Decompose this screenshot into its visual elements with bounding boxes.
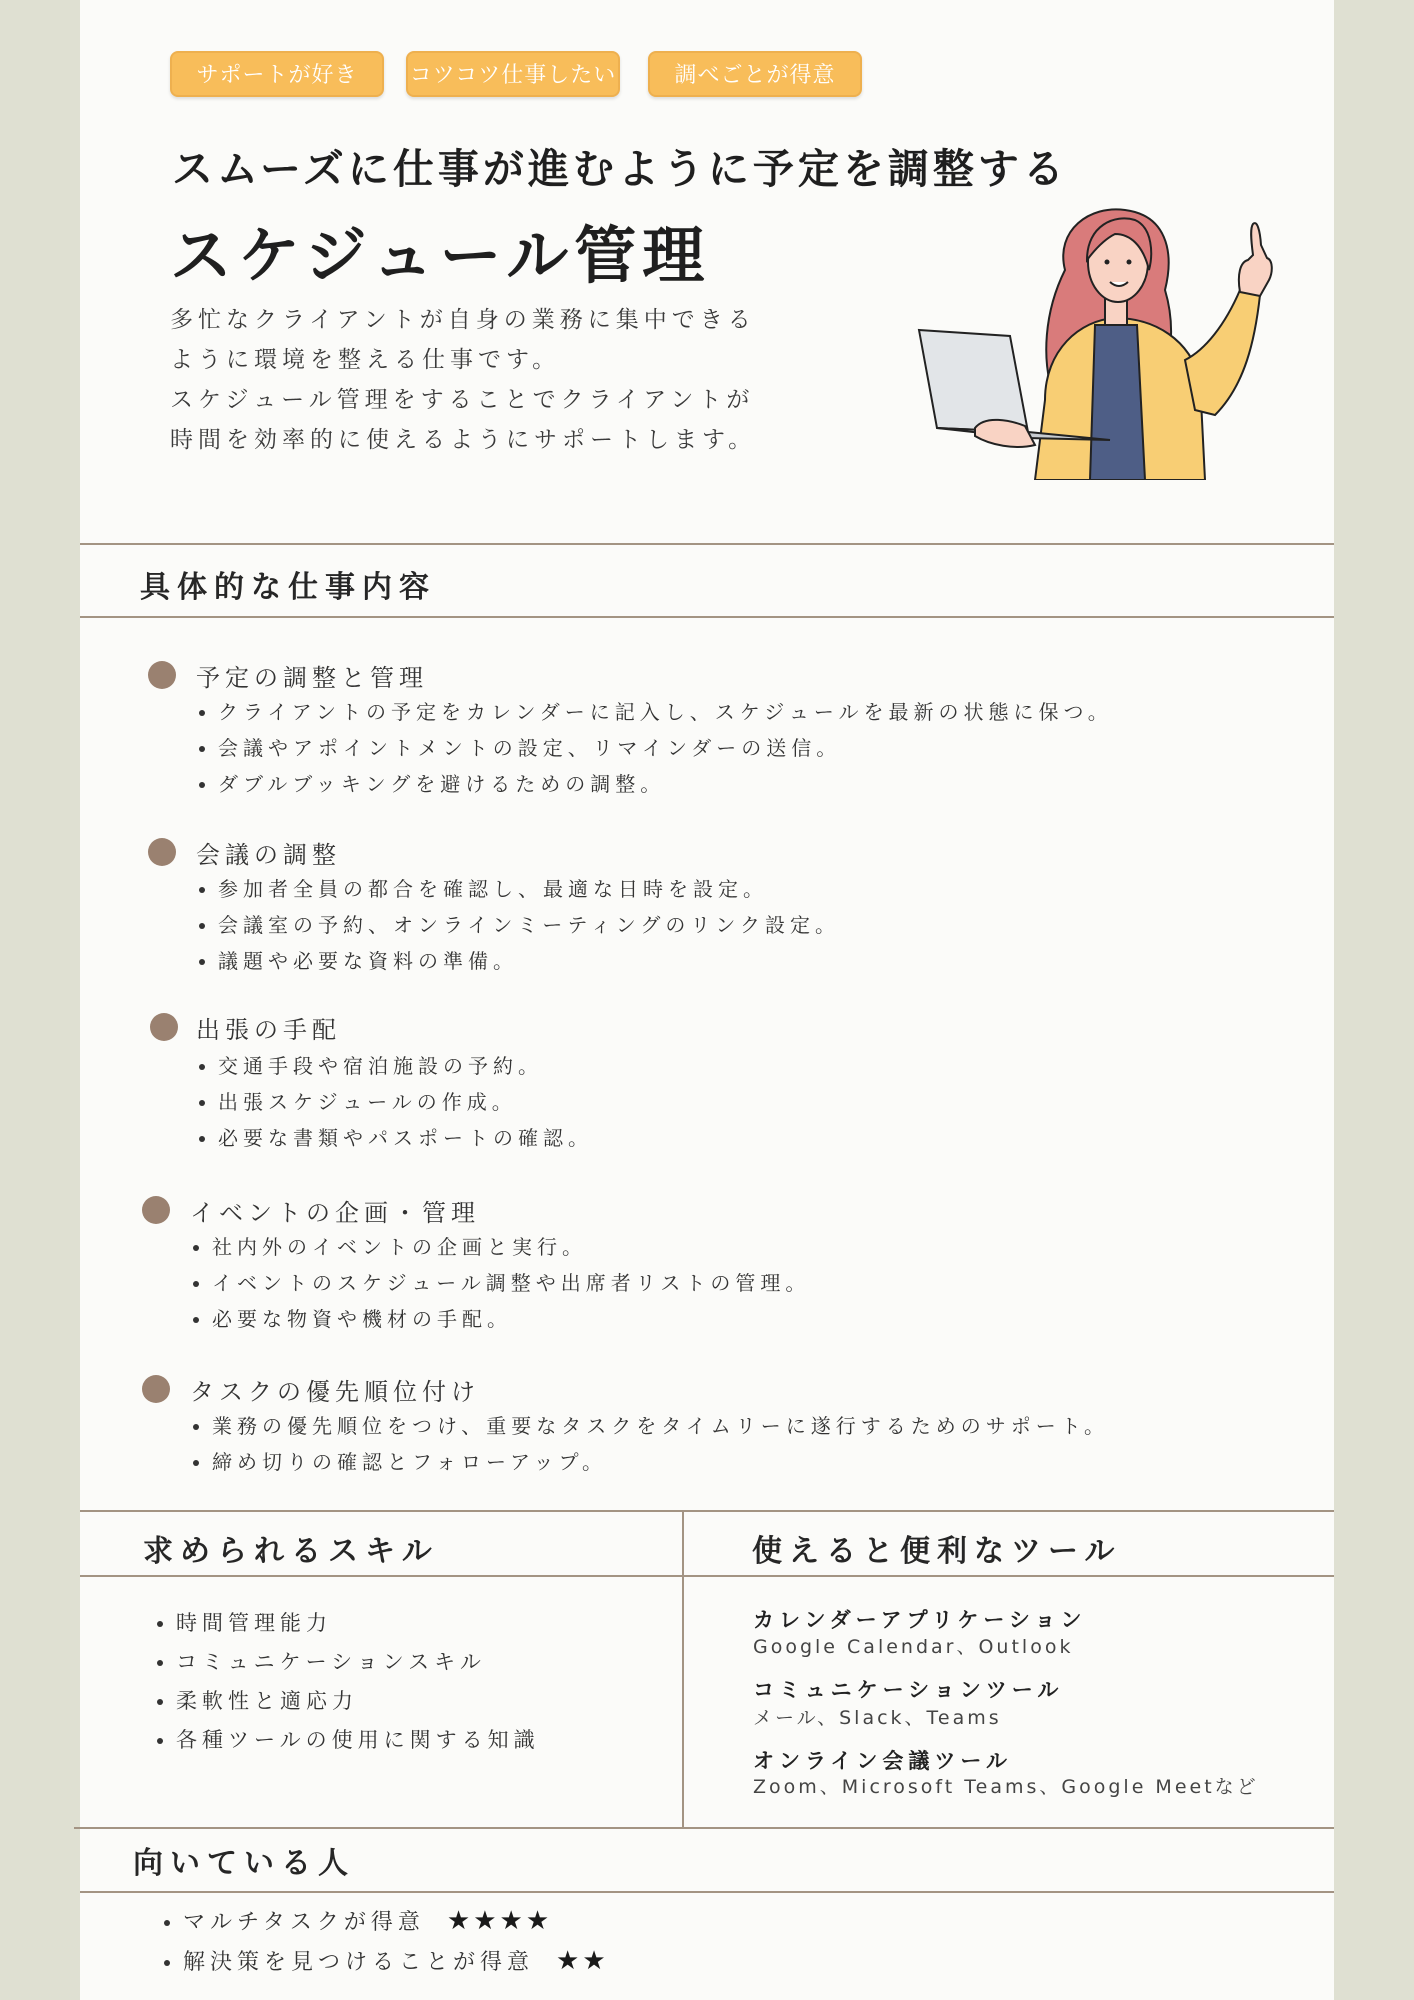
divider: [80, 1510, 1334, 1512]
divider: [80, 543, 1334, 545]
list-item: • 各種ツールの使用に関する知識: [176, 1721, 540, 1760]
suited-label: マルチタスクが得意: [183, 1910, 425, 1935]
list-item: • イベントのスケジュール調整や出席者リストの管理。: [212, 1265, 810, 1301]
task-items: [190, 1048, 593, 1156]
list-item: • クライアントの予定をカレンダーに記入し、スケジュールを最新の状態に保つ。: [218, 694, 1113, 730]
task-title: 予定の調整と管理: [196, 664, 428, 692]
task-items: [184, 1408, 1109, 1480]
tag-support: サポートが好き: [170, 51, 384, 97]
task-title: イベントの企画・管理: [190, 1199, 480, 1227]
tools-heading: 使えると便利なツール: [752, 1534, 1122, 1569]
task-items: [190, 694, 1113, 802]
suited-heading: 向いている人: [133, 1846, 355, 1881]
divider: [80, 616, 1334, 618]
list-item: • 会議室の予約、オンラインミーティングのリンク設定。: [218, 907, 840, 943]
star-rating-icon: ★★: [556, 1946, 609, 1976]
tool-category: カレンダーアプリケーション: [753, 1608, 1087, 1632]
skills-heading: 求められるスキル: [143, 1534, 439, 1569]
tool-category: オンライン会議ツール: [753, 1749, 1012, 1773]
list-item: • 締め切りの確認とフォローアップ。: [212, 1444, 1109, 1480]
intro-line: 時間を効率的に使えるようにサポートします。: [170, 427, 757, 453]
bullet-dot-icon: [142, 1196, 170, 1224]
list-item: • 必要な物資や機材の手配。: [212, 1301, 810, 1337]
woman-with-laptop-illustration: [915, 200, 1285, 480]
bullet-dot-icon: [148, 838, 176, 866]
suited-label: 解決策を見つけることが得意: [183, 1950, 535, 1975]
list-item: • コミュニケーションスキル: [176, 1643, 540, 1682]
tool-category: コミュニケーションツール: [753, 1678, 1064, 1702]
intro-line: ように環境を整える仕事です。: [170, 347, 561, 373]
divider: [80, 1891, 1334, 1893]
task-title: 会議の調整: [196, 841, 341, 869]
list-item: • 交通手段や宿泊施設の予約。: [218, 1048, 593, 1084]
page-subtitle: スムーズに仕事が進むように予定を調整する: [172, 145, 1068, 193]
tag-research: 調べごとが得意: [648, 51, 862, 97]
list-item: • ダブルブッキングを避けるための調整。: [218, 766, 1113, 802]
bullet-dot-icon: [142, 1375, 170, 1403]
tag-steady-work: コツコツ仕事したい: [406, 51, 620, 97]
list-item: • 時間管理能力: [176, 1604, 540, 1643]
task-items: [190, 871, 840, 979]
task-title: タスクの優先順位付け: [190, 1378, 480, 1406]
page-title: スケジュール管理: [170, 219, 711, 292]
column-divider: [682, 1510, 684, 1827]
task-title: 出張の手配: [196, 1016, 341, 1044]
tasks-heading: 具体的な仕事内容: [140, 570, 436, 605]
tool-examples: Google Calendar、Outlook: [753, 1636, 1074, 1658]
intro-line: 多忙なクライアントが自身の業務に集中できる: [170, 307, 756, 333]
tool-examples: Zoom、Microsoft Teams、Google Meetなど: [753, 1776, 1259, 1798]
intro-text: [170, 300, 850, 460]
divider: [80, 1575, 1334, 1577]
list-item: • 出張スケジュールの作成。: [218, 1084, 593, 1120]
tool-examples: メール、Slack、Teams: [753, 1707, 1002, 1729]
list-item: • 必要な書類やパスポートの確認。: [218, 1120, 593, 1156]
list-item: [183, 1942, 609, 1982]
list-item: • 社内外のイベントの企画と実行。: [212, 1229, 810, 1265]
list-item: • 議題や必要な資料の準備。: [218, 943, 840, 979]
bullet-dot-icon: [148, 661, 176, 689]
star-rating-icon: ★★★★: [446, 1906, 553, 1936]
suited-list: [155, 1902, 609, 1982]
list-item: [183, 1902, 609, 1942]
task-items: [184, 1229, 810, 1337]
list-item: • 業務の優先順位をつけ、重要なタスクをタイムリーに遂行するためのサポート。: [212, 1408, 1109, 1444]
list-item: • 柔軟性と適応力: [176, 1682, 540, 1721]
skills-list: [148, 1604, 540, 1760]
list-item: • 参加者全員の都合を確認し、最適な日時を設定。: [218, 871, 840, 907]
divider: [74, 1827, 1334, 1829]
bullet-dot-icon: [150, 1013, 178, 1041]
intro-line: スケジュール管理をすることでクライアントが: [170, 387, 755, 413]
list-item: • 会議やアポイントメントの設定、リマインダーの送信。: [218, 730, 1113, 766]
